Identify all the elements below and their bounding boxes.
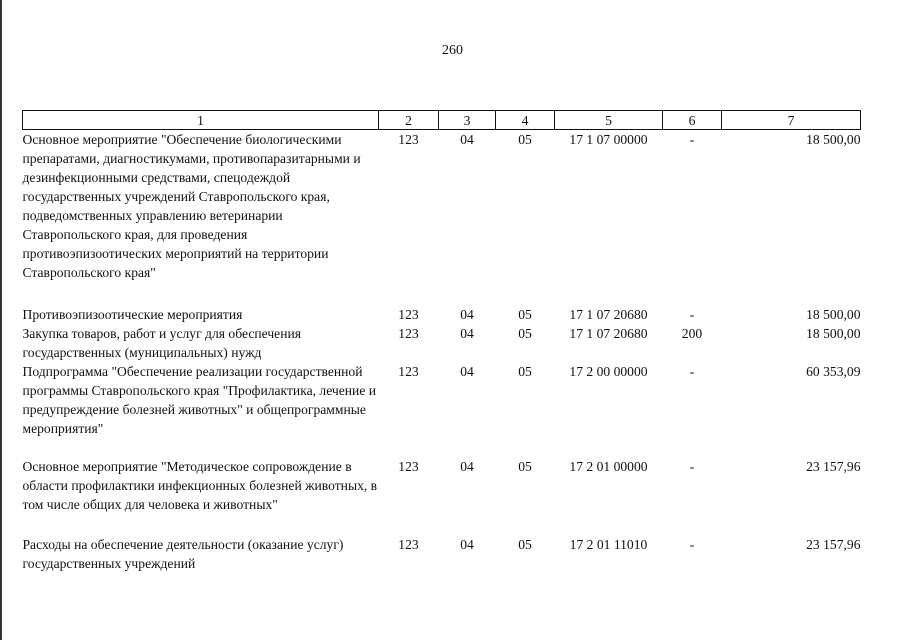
row-name: Подпрограмма "Обеспечение реализации государственной программы Ставропольского края "Профилактика, лечение и предупреждение болезней животных" и общепрограммные мероприятия" — [22, 364, 377, 436]
header-cell: 3 — [439, 111, 496, 130]
page-left-edge — [0, 0, 2, 640]
budget-table — [22, 110, 861, 575]
header-cell: 4 — [496, 111, 555, 130]
table-row — [23, 305, 861, 324]
row-code-3: 04 — [460, 132, 474, 147]
table-row — [23, 324, 861, 362]
header-cell: 1 — [23, 111, 379, 130]
header-cell: 2 — [379, 111, 439, 130]
row-code-3: 04 — [460, 307, 474, 322]
row-name: Противоэпизоотические мероприятия — [22, 307, 243, 322]
row-code-6: - — [689, 537, 695, 552]
table-body — [23, 130, 861, 576]
row-amount: 18 500,00 — [806, 307, 861, 322]
row-code-3: 04 — [460, 537, 474, 552]
row-name: Основное мероприятие "Обеспечение биологическими препаратами, диагностикумами, противопаразитарными и дезинфекционными средствами, спецодеждой государственных учреждений Ставропольского края, подведомственных управлению ветеринарии Ставропольского края, для проведения противоэпизоотических мероприятий на территории Ставропольского края" — [22, 132, 361, 280]
row-code-5: 17 1 07 20680 — [569, 307, 648, 322]
row-name: Закупка товаров, работ и услуг для обеспечения государственных (муниципальных) нужд — [22, 326, 301, 360]
row-code-6: - — [689, 459, 695, 474]
table-row — [23, 130, 861, 306]
row-amount: 23 157,96 — [806, 459, 861, 474]
row-code-4: 05 — [518, 132, 532, 147]
table-header — [23, 111, 861, 130]
row-code-2: 123 — [398, 307, 419, 322]
row-amount: 23 157,96 — [806, 537, 861, 552]
header-row — [23, 111, 861, 130]
row-amount: 18 500,00 — [806, 132, 861, 147]
row-code-5: 17 2 01 11010 — [569, 537, 648, 552]
row-code-5: 17 2 00 00000 — [569, 364, 648, 379]
row-code-6: - — [689, 364, 695, 379]
row-code-4: 05 — [518, 459, 532, 474]
row-code-2: 123 — [398, 364, 419, 379]
header-cell: 7 — [722, 111, 861, 130]
row-code-2: 123 — [398, 537, 419, 552]
row-name: Расходы на обеспечение деятельности (оказание услуг) государственных учреждений — [22, 537, 344, 571]
row-code-5: 17 1 07 00000 — [569, 132, 648, 147]
row-code-4: 05 — [518, 364, 532, 379]
header-cell: 6 — [663, 111, 722, 130]
row-amount: 60 353,09 — [806, 364, 861, 379]
row-code-2: 123 — [398, 132, 419, 147]
row-code-3: 04 — [460, 459, 474, 474]
row-amount: 18 500,00 — [806, 326, 861, 341]
row-code-2: 123 — [398, 326, 419, 341]
row-code-3: 04 — [460, 326, 474, 341]
row-code-4: 05 — [518, 307, 532, 322]
row-code-6: 200 — [681, 326, 703, 341]
row-code-6: - — [689, 132, 695, 147]
row-name: Основное мероприятие "Методическое сопровождение в области профилактики инфекционных болезней животных, в том числе общих для человека и животных" — [22, 459, 378, 512]
table-row — [23, 535, 861, 575]
header-cell: 5 — [555, 111, 663, 130]
row-code-6: - — [689, 307, 695, 322]
row-code-4: 05 — [518, 537, 532, 552]
table-row — [23, 362, 861, 457]
row-code-2: 123 — [398, 459, 419, 474]
page-number: 260 — [442, 43, 463, 58]
table-row — [23, 457, 861, 535]
row-code-3: 04 — [460, 364, 474, 379]
row-code-5: 17 1 07 20680 — [569, 326, 648, 341]
row-code-4: 05 — [518, 326, 532, 341]
row-code-5: 17 2 01 00000 — [569, 459, 648, 474]
